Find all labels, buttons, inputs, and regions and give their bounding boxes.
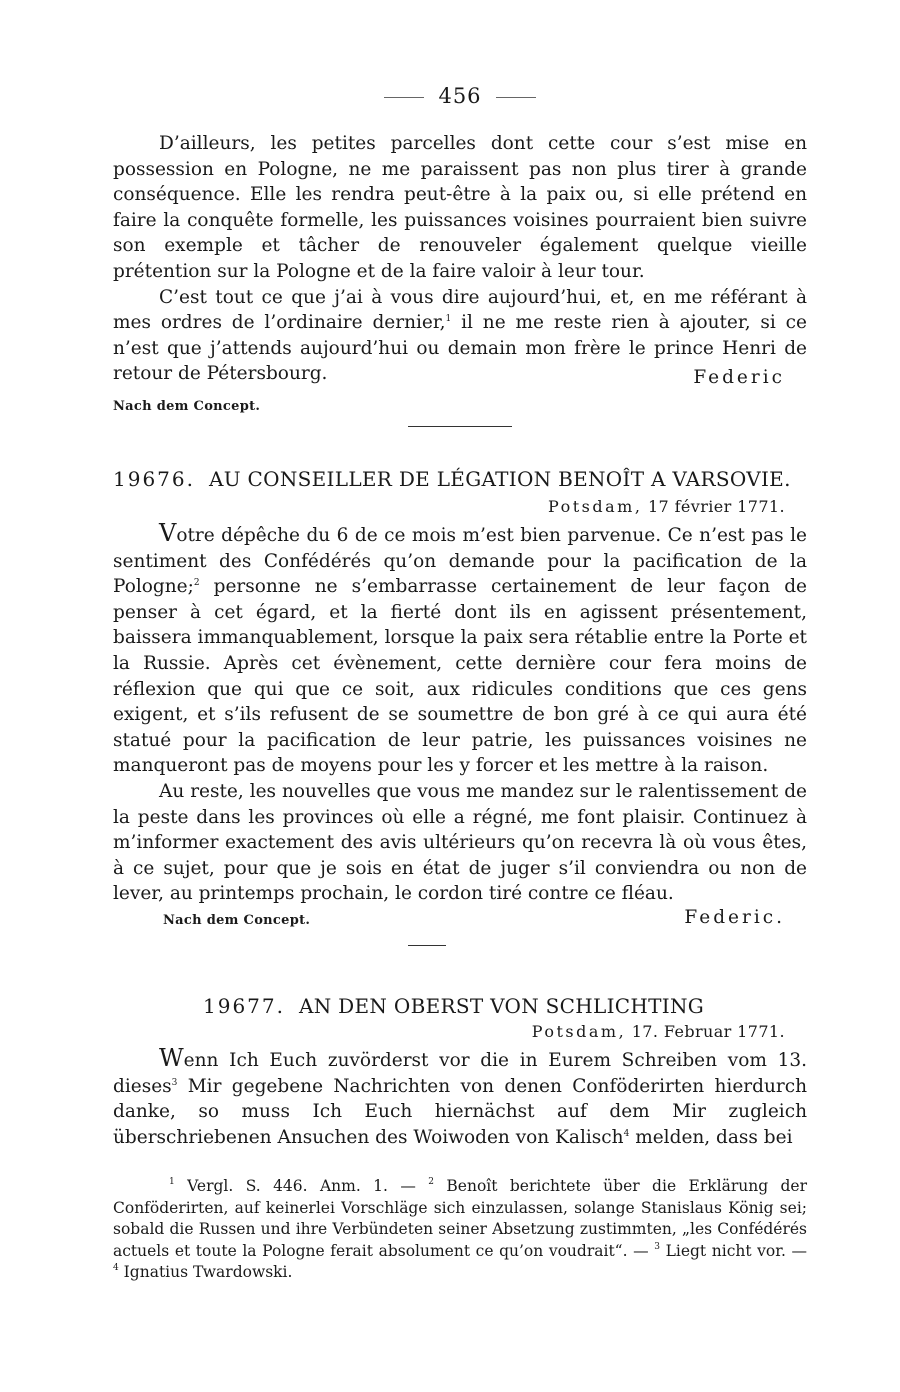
header-dash-left bbox=[384, 97, 424, 98]
footnotes bbox=[113, 1176, 807, 1284]
dateline-place: Potsdam, bbox=[548, 497, 643, 516]
footnote-ref: 1 bbox=[445, 314, 452, 325]
letter-title: AU CONSEILLER DE LÉGATION BENOÎT A VARSOVIE. bbox=[208, 467, 791, 491]
signature: Federic bbox=[693, 366, 785, 388]
continuation-text bbox=[113, 131, 807, 414]
footnote-mark: 2 bbox=[428, 1177, 434, 1187]
footnote-mark: 3 bbox=[654, 1241, 660, 1252]
page-header bbox=[113, 84, 807, 108]
dateline-date: 17 février 1771. bbox=[647, 497, 785, 516]
dateline-place: Potsdam, bbox=[531, 1022, 627, 1041]
dateline bbox=[548, 497, 785, 516]
paragraph: Au reste, les nouvelles que vous me mandez sur le ralentissement de la peste dans les provinces où elle a régné, me font plaisir. Continuez à m’informer exactement des avis ultérieurs qu’on recevra là où vous êtes, à ce sujet, pour que je sois en état de juger s’il conviendra ou non de lever, au printemps prochain, le cordon tiré contre ce fléau. bbox=[113, 780, 807, 905]
paragraph: Wenn Ich Euch zuvörderst vor die in Eurem Schreiben vom 13. dieses$^3$ Mir gegebene Nachrichten von denen Conföderirten hierdurch danke, so muss Ich Euch hiernächst auf dem Mir zugleich überschriebenen Ansuchen des Woiwoden von Kalisch$^4$ melden, dass bei bbox=[113, 1044, 807, 1148]
page-number: 456 bbox=[438, 84, 482, 108]
initial-letter: V bbox=[159, 519, 177, 547]
section-divider bbox=[408, 945, 446, 946]
letter-number: 19676. bbox=[113, 467, 195, 491]
letter-heading bbox=[113, 994, 807, 1018]
source-note: Nach dem Concept. bbox=[113, 398, 261, 414]
source-note: Nach dem Concept. bbox=[163, 912, 311, 928]
footnote-text: $^1$ Vergl. S. 446. Anm. 1. — $^2$ Benoît berichtete über die Erklärung der Conföderirten, auf keinerlei Vorschläge sich einzulassen, solange Stanislaus König sei; sobald die Russen und ihre Verbündeten seiner Absetzung zustimmten, „les Confédérés actuels et toute la Pologne ferait absolument ce qu’on voudrait“. — $^3$ Liegt nicht vor. — $^4$ Ignatius Twardowski. bbox=[113, 1177, 808, 1281]
initial-letter: W bbox=[159, 1044, 184, 1072]
letter-body bbox=[113, 1046, 807, 1150]
signature: Federic. bbox=[684, 906, 785, 928]
letter-number: 19677. bbox=[203, 994, 285, 1018]
section-divider bbox=[408, 426, 512, 427]
letter-title: AN DEN OBERST VON SCHLICHTING bbox=[298, 994, 705, 1018]
letter-body bbox=[113, 521, 807, 933]
paragraph: Votre dépêche du 6 de ce mois m’est bien parvenue. Ce n’est pas le sentiment des Confédérés qu’on demande pour la pacification de la Pologne;$^2$ personne ne s’embarrasse certainement de leur façon de penser à cet égard, et la fierté dont ils en agissent présentement, baissera immanquablement, lorsque la paix sera rétablie entre la Porte et la Russie. Après cet évènement, cette dernière cour fera moins de réflexion que qui que ce soit, aux ridicules conditions que ces gens exigent, et s’ils refusent de se soumettre de bon gré à ce qui aura été statué pour la pacification de leur patrie, les puissances voisines ne manqueront pas de moyens pour les y forcer et les mettre à la raison. bbox=[113, 519, 807, 777]
footnote-ref: 2 bbox=[193, 578, 200, 589]
paragraph: C’est tout ce que j’ai à vous dire aujourd’hui, et, en me référant à mes ordres de l’ordinaire dernier,$^1$ il ne me reste rien à ajouter, si ce n’est que j’attends aujourd’hui ou demain mon frère le prince Henri de retour de Pétersbourg. bbox=[113, 286, 807, 385]
footnote-mark: 4 bbox=[113, 1263, 119, 1273]
header-dash-right bbox=[496, 97, 536, 98]
paragraph: D’ailleurs, les petites parcelles dont cette cour s’est mise en possession en Pologne, ne me paraissent pas non plus tirer à grande conséquence. Elle les rendra peut-être à la paix ou, si elle prétend en faire la conquête formelle, les puissances voisines pourraient bien suivre son exemple et tâcher de renouveler également quelque vieille prétention sur la Pologne et de la faire valoir à leur tour. bbox=[113, 133, 807, 282]
footnote-mark: 1 bbox=[169, 1177, 175, 1187]
dateline-date: 17. Februar 1771. bbox=[631, 1022, 785, 1041]
signature-row bbox=[113, 907, 807, 933]
dateline bbox=[532, 1022, 785, 1041]
footnote-ref: 3 bbox=[171, 1077, 178, 1088]
footnote-ref: 4 bbox=[623, 1128, 630, 1139]
signature-row bbox=[113, 366, 807, 407]
letter-heading bbox=[113, 467, 807, 491]
